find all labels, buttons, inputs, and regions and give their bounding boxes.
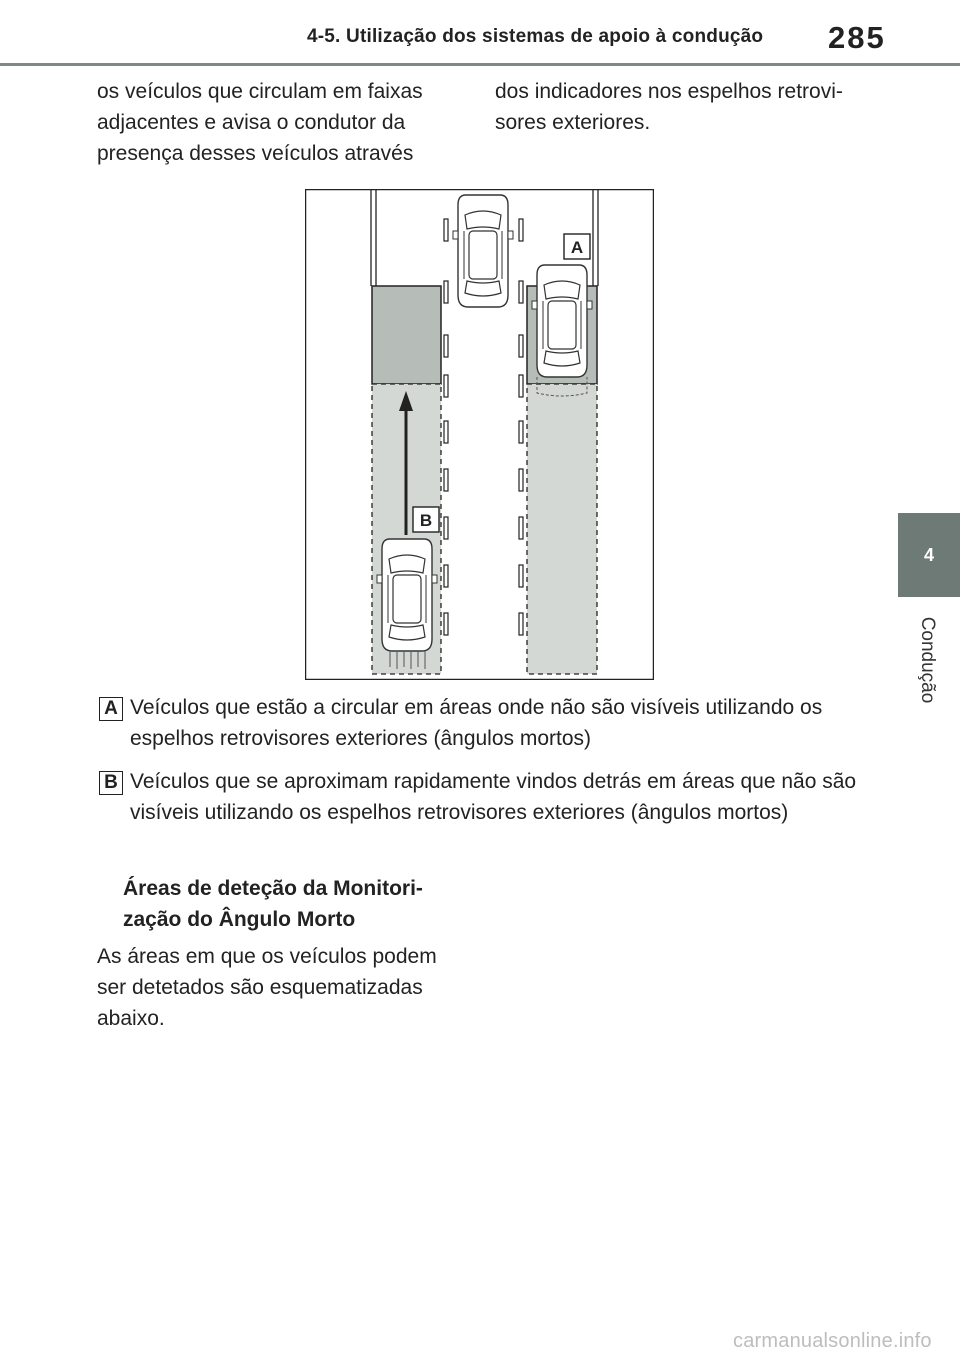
watermark: carmanualsonline.info <box>733 1330 932 1352</box>
svg-text:A: A <box>570 238 584 257</box>
legend-text-b: Veículos que se aproximam rapidamente vindos detrás em áreas que não são visíveis utilizando os espelhos retrovisores exteriores (ângulos mortos) <box>130 770 857 824</box>
car-center-icon <box>453 195 513 307</box>
legend-key-a: A <box>99 697 123 721</box>
blind-spot-diagram <box>305 189 654 680</box>
intro-right-column: dos indicadores nos espelhos retrovi-sores exteriores. <box>495 80 843 134</box>
section-title: 4-5. Utilização dos sistemas de apoio à condução <box>307 26 764 47</box>
diagram-label-b <box>413 507 439 532</box>
legend-text-a: Veículos que estão a circular em áreas onde não são visíveis utilizando os espelhos retrovisores exteriores (ângulos mortos) <box>130 696 823 750</box>
chapter-label: Condução <box>917 616 938 704</box>
page-number: 285 <box>828 20 886 55</box>
lane-marking-right <box>519 219 523 635</box>
chapter-tab[interactable] <box>898 513 960 597</box>
lane-marking-left <box>444 219 448 635</box>
car-left-approaching-icon <box>377 539 437 669</box>
section-body: As áreas em que os veículos podem ser detetados são esquematizadas abaixo. <box>97 945 437 1030</box>
chapter-number: 4 <box>923 544 934 565</box>
diagram-label-a <box>564 234 590 259</box>
legend-key-b: B <box>99 771 123 795</box>
section-heading: Áreas de deteção da Monitori-zação do Ângulo Morto <box>123 877 423 931</box>
right-approach-zone <box>527 384 597 674</box>
left-blind-zone <box>372 286 441 384</box>
intro-left-column: os veículos que circulam em faixas adjacentes e avisa o condutor da presença desses veículos através <box>97 80 423 165</box>
svg-text:B: B <box>419 511 433 530</box>
diagram-svg <box>305 189 654 680</box>
header-divider <box>0 63 960 66</box>
